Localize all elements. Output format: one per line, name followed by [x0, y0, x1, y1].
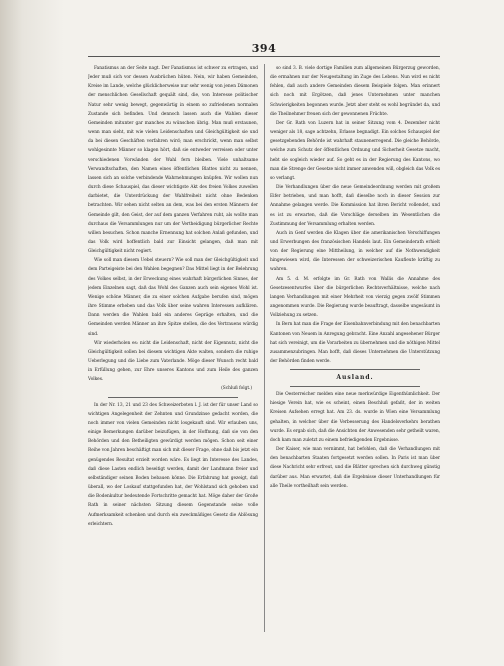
right-paragraph-1: so sind 3. B. viele dortige Familien zum allgemeinen Bürgerzug geworden, die ermahnen nur der Neugestaltung im Zuge des Lebens. Nun wird es nicht fehlen, daß auch andere Gemeinden diesem Beispiele folgen. Man erinnert sich noch mit Ergötzen, daß jenes Unternehmen unter manchen Schwierigkeiten begonnen wurde. Jetzt aber steht es wohl begründet da, und die Theilnehmer freuen sich der gewonnenen Früchte. [270, 66, 440, 117]
right-section-rule-2 [290, 386, 420, 387]
newspaper-page [88, 42, 440, 632]
right-paragraph-5: Am 5. d. M. erfolgte im Gr. Rath von Wallis die Annahme des Gesetzesentwurfes über die bürgerlichen Rechtsverhältnisse, welche nach langen Verhandlungen mit einer Mehrheit von vierzig gegen zwölf Stimmen angenommen wurde. Die Regierung wurde beauftragt, dasselbe ungesäumt in Vollziehung zu setzen. [270, 276, 440, 319]
left-paragraph-3: Wir wiederholen es: nicht die Leidenschaft, nicht der Eigennutz, nicht die Gleichgültigkeit sollen bei diesem wichtigen Akte walten, sondern die ruhige Ueberlegung und die Liebe zum Vaterlande. Möge dieser Wunsch recht bald in Erfüllung gehen, zur Ehre unseres Kantons und zum Heile des ganzen Volkes. [88, 340, 258, 383]
right-paragraph-4: Auch in Genf werden die Klagen über die amerikanischen Verschiffungen und Erwerbungen des französischen Handels laut. Ein Gemeinderath erhielt von der Regierung eine Mittheilung, in welcher auf die Nothwendigkeit hingewiesen wird, die Interessen der schweizerischen Kaufleute kräftig zu wahren. [270, 230, 440, 273]
left-paragraph-1: Fanatismus an der Seite nagt. Der Fanatismus ist schwer zu ertragen, und Jeder muß sich vor dessen Ausbrüchen hüten. Nein, wir haben Gemeinden, Kreise im Lande, welche glücklicherweise nur sehr wenig von jenen Dämonen der menschlichen Gesellschaft gequält sind, die, von Interesse politischer Natur sehr wenig bewegt, gegenwärtig in einem so zufriedenen normalen Zustande sich befinden. Und dennoch lassen auch die Wahlen dieser Gemeinden mitunter gar manches zu wünschen übrig. Man muß erstaunen, wenn man sieht, mit wie vielen Leidenschaften und Gleichgültigkeit sie und da bei diesen Geschäften verfahren wird; man erschrickt, wenn man selbst wohlgesinnte Männer so klagen hört, daß sie entweder verreisen oder unter verschiedenen Vorwänden der Wahl fern bleiben. Viele unhaltsame Verwandtschaften, den Namen eines öffentlichen Blattes nicht zu nennen, lassen sich an solche verbindende Wahrnehmungen knüpfen. Wir wollen nun durch diese Schauspiel, das dieser wichtigste Akt des freien Volkes zuweilen darbietet, die Unterdrückung der Wahlfreiheit nicht ohne Bedenken betrachten. Wir sehen nicht selten an dem, was bei den ersten Männern der Gemeinde gilt, den Geist, der auf dem ganzen Verfahren ruht, als wollte man durchaus die Versammlungen nur um der Vertheidigung bürgerlicher Rechte willen besuchen. Schon manche Ernennung hat solchen Anlaß gefunden, und das Volk wird hoffentlich bald zur Einsicht gelangen, daß man mit Gleichgültigkeit nicht regiert. [88, 66, 258, 255]
left-column [88, 64, 258, 632]
right-paragraph-3: Die Verhandlungen über die neue Gemeindeordnung werden mit großem Eifer betrieben, und man hofft, daß dieselbe noch in dieser Session zur Annahme gelangen werde. Die Kommission hat ihren Bericht vollendet, und es ist zu erwarten, daß die Vorschläge derselben im Wesentlichen die Zustimmung der Versammlung erhalten werden. [270, 185, 440, 227]
column-divider [264, 64, 265, 632]
header-rule [88, 56, 440, 57]
left-paragraph-4: In der Nr. 13, 21 und 23 des Schweizerboten l. J. ist der für unser Land so wichtigen Angelegenheit der Zehnten und Grundzinse gedacht worden, die noch immer von vielen Gemeinden nicht losgekauft sind. Wir erlauben uns, einige Bemerkungen darüber beizufügen, in der Hoffnung, daß sie von den Behörden und den Betheiligten gewürdigt werden mögen. Schon seit einer Reihe von Jahren beschäftigt man sich mit dieser Frage, ohne daß bis jetzt ein genügendes Resultat erzielt worden wäre. Es liegt im Interesse des Landes, daß diese Lasten endlich beseitigt werden, damit der Landmann freier und selbständiger seinen Boden bebauen könne. Die Erfahrung hat gezeigt, daß überall, wo der Loskauf stattgefunden hat, der Wohlstand sich gehoben und die Bodenkultur bedeutende Fortschritte gemacht hat. Möge daher der Große Rath in seiner nächsten Sitzung diesem Gegenstande seine volle Aufmerksamkeit schenken und durch ein zweckmäßiges Gesetz die Ablösung erleichtern. [88, 402, 258, 527]
left-column-paragraphs [88, 64, 258, 384]
right-column [270, 64, 440, 632]
right-paragraph-6: In Bern hat man die Frage der Eisenbahnverbindung mit den benachbarten Kantonen von Neuem in Anregung gebracht. Eine Anzahl angesehener Bürger hat sich vereinigt, um die Vorarbeiten zu übernehmen und die nöthigen Mittel zusammenzubringen. Man hofft, daß dieses Unternehmen die Unterstützung der Behörden finden werde. [270, 322, 440, 364]
right-paragraph-2: Der Gr. Rath von Luzern hat in seiner Sitzung vom 4. Dezember nicht weniger als 18, sage achtzehn, Erlasse begnadigt. Ein solches Schauspiel der gesetzgebenden Behörde ist wahrhaft staunenerregend. Die gleiche Behörde, welche zum Schutz der öffentlichen Ordnung und Sicherheit Gesetze macht, hebt sie sogleich wieder auf. So geht es in der Regierung des Kantons, wo man die Strenge der Gesetze nicht immer anwenden will, obgleich das Volk es so verlangt. [270, 120, 440, 181]
right-paragraph-7: Die Oesterreicher melden eine neue merkwürdige Eigenthümlichkeit. Der hiesige Verein hat, wie es scheint, einen Beschluß gefaßt, der in weiten Kreisen Aufsehen erregt hat. Am 23. ds. wurde in Wien eine Versammlung gehalten, in welcher über die Verbesserung des Handelsverkehrs berathen wurde. Es ergab sich, daß die Ansichten der Anwesenden sehr getheilt waren, doch kam man zuletzt zu einem befriedigenden Ergebnisse. [270, 392, 440, 443]
book-gutter-shadow [0, 0, 64, 666]
right-section-rule [290, 369, 420, 370]
right-paragraph-8: Der Kaiser, wie man vernimmt, hat befohlen, daß die Verhandlungen mit den benachbarten Staaten fortgesetzt werden sollen. In Paris ist man über diese Nachricht sehr erfreut, und die Blätter sprechen sich durchweg günstig darüber aus. Man erwartet, daß die Ergebnisse dieser Unterhandlungen für alle Theile vortheilhaft sein werden. [270, 447, 440, 489]
page-number: 394 [251, 42, 277, 55]
continuation-note: (Schluß folgt.) [221, 386, 252, 392]
left-section-rule [108, 397, 238, 398]
left-paragraph-2: Wie soll man diesem Uebel steuern? Wie soll man der Gleichgültigkeit und dem Parteigeiste bei den Wahlen begegnen? Das Mittel liegt in der Belehrung des Volkes selbst, in der Erweckung eines wahrhaft bürgerlichen Sinnes, der jedem Einzelnen sagt, daß das Wohl des Ganzen auch sein eigenes Wohl ist. Wenige schöne Männer, die zu einer solchen Aufgabe berufen sind, mögen ihre Stimme erheben und das Volk über seine wahren Interessen aufklären. Dann werden die Wahlen bald ein anderes Gepräge erhalten, und die Gemeinden werden Männer an ihre Spitze stellen, die des Vertrauens würdig sind. [88, 258, 258, 337]
section-title-ausland: Ausland. [336, 374, 374, 382]
